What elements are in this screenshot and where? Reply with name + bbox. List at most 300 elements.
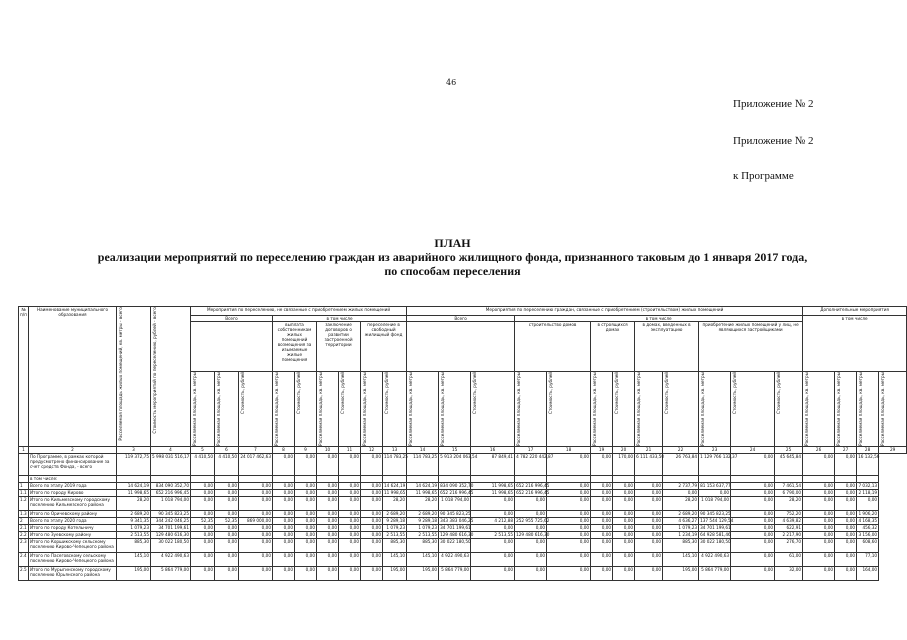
header-area-short: Расселяемая площадь, кв. метры (407, 372, 439, 447)
row-value (117, 475, 151, 482)
header-no: № п/п (19, 307, 29, 447)
row-value: 0,00 (239, 566, 273, 580)
header-empty (191, 322, 273, 372)
row-value: 0,00 (273, 453, 295, 475)
row-value: 0,00 (295, 482, 317, 489)
row-value: 343 383 046,25 (440, 517, 474, 523)
row-value: 195,00 (407, 566, 439, 580)
row-value: 0,00 (317, 524, 339, 531)
row-value (803, 475, 835, 482)
row-value: 0,00 (361, 489, 383, 496)
row-value: 0,00 (613, 510, 635, 517)
row-value: 81 153 637,77 (700, 482, 731, 488)
header-area-short: Расселяемая площадь, кв. метры (273, 372, 295, 447)
row-value: 0,00 (191, 489, 215, 496)
row-value: 652 216 996,45 (516, 482, 550, 488)
row-value: 0,00 (339, 489, 361, 496)
row-value: 5 864 779,00 (439, 566, 471, 580)
header-developer-under-construction: в строящихся домах (591, 322, 635, 372)
row-value: 4 410,50 (215, 453, 239, 475)
header-incl-1: в том числе (273, 316, 407, 322)
row-value: 0,00 (361, 453, 383, 475)
row-value: 0,00 (215, 496, 239, 510)
column-number: 26 (803, 446, 835, 453)
row-value: 4 922 490,63 (151, 552, 191, 566)
row-value: 64 928 581,46 (700, 531, 731, 537)
row-value (731, 475, 775, 482)
title-subtitle-2: по способам переселения (384, 264, 521, 278)
column-number: 22 (663, 446, 699, 453)
column-number: 15 (439, 446, 471, 453)
row-value: 0,00 (635, 510, 663, 517)
row-value: 0,00 (239, 538, 273, 552)
row-value: 0,00 (635, 489, 663, 496)
header-compensation: выплата собственникам жилых помещений возмещения за изымаемые жилые помещения (273, 322, 317, 372)
row-value: 0,00 (613, 489, 635, 496)
row-value: 114 783,25 (407, 453, 439, 475)
row-value: 0,00 (215, 566, 239, 580)
column-number: 3 (117, 446, 151, 453)
row-name: Итого по Пасеговскому сельскому поселению Кирово-Чепецкого района (29, 552, 117, 566)
row-value: 0,00 (731, 510, 775, 517)
column-number: 25 (775, 446, 803, 453)
column-number: 2 (29, 446, 117, 453)
row-value: 129 480 616,30 (151, 531, 191, 538)
row-value: 6 111 433,50 (635, 453, 663, 475)
table-row (19, 482, 907, 489)
row-value: 0,00 (295, 538, 317, 552)
row-value: 0,00 (591, 510, 613, 517)
row-value: 0,00 (273, 496, 295, 510)
row-value: 0,00 (215, 482, 239, 489)
row-value: 0,00 (339, 552, 361, 566)
row-value: 145,10 (407, 552, 439, 566)
row-value: 2 737,79 (663, 482, 699, 489)
row-value: 0,00 (731, 482, 775, 489)
row-value (407, 475, 439, 482)
row-value: 0,00 (613, 524, 635, 531)
row-value: 608,60 (857, 538, 879, 552)
row-value: 0,00 (239, 510, 273, 517)
row-value: 0,00 (591, 489, 613, 496)
row-value: 0,00 (591, 453, 613, 475)
row-value: 34 701 199,61 (700, 524, 731, 530)
row-value: 14 624,19 (117, 482, 151, 489)
row-value: 0,00 (547, 496, 591, 510)
row-value: 0,00 (635, 566, 663, 580)
row-value: 11 998,65 (407, 489, 439, 496)
header-cost-short: Стоимость, рублей (471, 372, 515, 447)
row-value: 0,00 (317, 510, 339, 517)
row-name: в том числе: (29, 475, 117, 482)
row-value: 0,00 (835, 538, 857, 552)
column-number: 10 (317, 446, 339, 453)
row-value: 129 480 616,30 (440, 531, 474, 537)
header-area-short: Расселяемая площадь, кв. метры (835, 372, 857, 447)
row-value: 0,00 (215, 489, 239, 496)
row-value: 1 018 794,00 (439, 496, 471, 510)
row-value (515, 475, 547, 482)
row-value: 0,00 (613, 552, 635, 566)
row-value: 1 234,19 (663, 531, 699, 538)
table-row (19, 496, 907, 510)
row-value: 0,00 (515, 496, 547, 510)
row-value: 0,00 (699, 489, 731, 496)
header-area-short: Расселяемая площадь, кв. метры (635, 372, 663, 447)
row-number: 2.3 (19, 538, 29, 552)
row-value: 0,00 (339, 538, 361, 552)
row-value: 0,00 (835, 517, 857, 524)
row-value (215, 475, 239, 482)
row-value: 0,00 (515, 510, 547, 517)
row-value: 622,91 (775, 524, 803, 531)
row-value: 114 783,25 (383, 453, 407, 475)
row-value: 0,00 (471, 538, 515, 552)
row-value: 0,00 (273, 531, 295, 538)
header-area-short: Расселяемая площадь, кв. метры (361, 372, 383, 447)
row-value: 0,00 (317, 453, 339, 475)
row-value: 30 022 180,50 (699, 538, 731, 552)
row-value: 0,00 (361, 552, 383, 566)
row-value: 0,00 (471, 552, 515, 566)
row-value: 0,00 (471, 510, 515, 517)
row-value: 0,00 (635, 482, 663, 489)
header-area-short: Расселяемая площадь, кв. метры (439, 372, 471, 447)
row-value: 0,00 (273, 524, 295, 531)
row-value: 0,00 (613, 482, 635, 489)
row-value: 28,20 (775, 496, 803, 510)
row-value: 90 345 823,25 (151, 510, 191, 517)
table-row (19, 538, 907, 552)
row-value: 2 118,19 (858, 489, 878, 495)
row-value: 11 998,65 (384, 489, 406, 495)
row-value: 0,00 (295, 552, 317, 566)
row-value: 4 639,82 (775, 517, 803, 524)
row-value: 0,00 (731, 489, 775, 496)
row-value: 0,00 (239, 552, 273, 566)
table-row (19, 510, 907, 517)
row-value: 5 913 204 063,54 (439, 453, 471, 475)
row-value: 28,20 (407, 496, 439, 510)
header-additional-detail: в том числе (803, 316, 907, 372)
row-value: 0,00 (317, 517, 339, 524)
table-body (19, 453, 907, 580)
row-value: 0,00 (663, 489, 699, 496)
row-value: 0,00 (803, 489, 835, 496)
row-value: 164,00 (857, 566, 879, 580)
row-value: 0,00 (191, 552, 215, 566)
row-value: 0,00 (361, 482, 383, 489)
row-name: Итого по городу Котельничу (29, 524, 117, 531)
row-value: 0,00 (835, 566, 857, 580)
row-value: 2 689,20 (117, 510, 151, 517)
row-value: 14 624,19 (407, 482, 439, 489)
row-number: 2.4 (19, 552, 29, 566)
row-value: 0,00 (191, 566, 215, 580)
row-value: 0,00 (835, 552, 857, 566)
row-value: 14 624,19 (384, 482, 406, 488)
row-value: 0,00 (731, 524, 775, 531)
row-value: 885,30 (117, 538, 151, 552)
row-value: 0,00 (635, 538, 663, 552)
row-value: 0,00 (295, 566, 317, 580)
row-number (19, 475, 29, 482)
row-value: 0,00 (191, 496, 215, 510)
table-row (19, 453, 907, 475)
row-value: 0,00 (215, 510, 239, 517)
row-value: 0,00 (835, 482, 857, 489)
row-value: 52,35 (191, 517, 215, 524)
row-value: 0,00 (239, 531, 273, 538)
row-value (439, 475, 471, 482)
row-value: 9 289,18 (407, 517, 439, 524)
row-value: 4 636,27 (663, 517, 699, 524)
page-number: 46 (446, 78, 457, 87)
row-value: 0,00 (295, 531, 317, 538)
row-value: 0,00 (361, 531, 383, 538)
row-number: 2.1 (20, 524, 27, 530)
row-value (383, 475, 407, 482)
row-value: 652 216 996,45 (440, 489, 474, 495)
row-value: 0,00 (361, 517, 383, 524)
row-number: 1.2 (19, 496, 29, 510)
header-group-no-purchase: Мероприятия по переселению, не связанные с приобретением жилых помещений (191, 307, 407, 316)
row-value: 2 513,55 (471, 531, 515, 538)
header-name: Наименование муниципального образования (29, 307, 117, 447)
row-value: 1 129 766 132,37 (699, 453, 731, 475)
row-value: 0,00 (803, 496, 835, 510)
row-value: 9 341,35 (117, 517, 151, 524)
row-value: 0,00 (273, 552, 295, 566)
row-value (591, 475, 613, 482)
header-area-short: Расселяемая площадь, кв. метры (803, 372, 835, 447)
row-value: 5 864 779,00 (699, 566, 731, 580)
header-area-short: Расселяемая площадь, кв. метры (191, 372, 215, 447)
row-value: 0,00 (547, 566, 591, 580)
row-value: 119 372,75 (117, 453, 151, 475)
document-title (0, 236, 905, 278)
row-value: 0,00 (215, 531, 239, 538)
row-value: 0,00 (515, 538, 547, 552)
column-number: 28 (857, 446, 879, 453)
row-value: 0,00 (317, 566, 339, 580)
row-value: 0,00 (731, 566, 775, 580)
row-value: 652 216 996,45 (151, 489, 191, 496)
row-value: 24 017 462,63 (239, 453, 273, 475)
row-value: 0,00 (295, 496, 317, 510)
header-non-developer: приобретение жилых помещений у лиц, не являющихся застройщиками (699, 322, 803, 372)
row-value: 0,00 (803, 517, 835, 524)
row-value (471, 475, 515, 482)
row-value: 2 689,20 (383, 510, 407, 517)
header-area-short: Расселяемая площадь, кв. метры (857, 372, 879, 447)
row-value: 0,00 (295, 524, 317, 531)
row-value: 52,35 (215, 517, 239, 524)
row-value: 0,00 (317, 531, 339, 538)
title-subtitle: реализации мероприятий по переселению граждан из аварийного жилищного фонда, признанного таковым до 1 января 2017 года, (97, 250, 808, 264)
row-value: 0,00 (515, 552, 547, 566)
row-value: 0,00 (835, 531, 857, 538)
row-value: 869 000,00 (239, 517, 273, 524)
column-number: 7 (239, 446, 273, 453)
row-value (273, 475, 295, 482)
row-value: 90 345 823,25 (700, 510, 731, 516)
row-value: 0,00 (547, 552, 591, 566)
header-area-short: Расселяемая площадь, кв. метры (215, 372, 239, 447)
row-value: 11 998,65 (471, 489, 515, 496)
column-number: 23 (699, 446, 731, 453)
row-value: 0,00 (591, 524, 613, 531)
row-value: 0,00 (215, 524, 239, 531)
row-value (191, 475, 215, 482)
header-cost-short: Стоимость, рублей (775, 372, 803, 447)
appendix-label: Приложение № 2 (733, 98, 814, 110)
row-value: 0,00 (613, 496, 635, 510)
row-value: 0,00 (191, 538, 215, 552)
column-number: 1 (19, 446, 29, 453)
row-value (339, 475, 361, 482)
row-value: 0,00 (547, 482, 591, 489)
row-value: 0,00 (547, 453, 591, 475)
row-value: 885,30 (407, 538, 439, 552)
row-value: 0,00 (591, 496, 613, 510)
row-value: 1 079,23 (383, 524, 407, 531)
row-value: 5 864 779,00 (151, 566, 191, 580)
row-value: 0,00 (215, 552, 239, 566)
row-value: 6 790,00 (775, 489, 803, 496)
header-cost: Стоимость мероприятий по переселению, рублей - всего (151, 307, 191, 447)
row-value: 0,00 (273, 489, 295, 496)
row-value (775, 475, 803, 482)
row-value: 0,00 (835, 453, 857, 475)
row-value: 0,00 (635, 496, 663, 510)
row-value: 0,00 (835, 496, 857, 510)
row-value: 0,00 (803, 566, 835, 580)
row-value (361, 475, 383, 482)
row-value: 4 168,35 (858, 517, 878, 523)
row-value: 0,00 (339, 517, 361, 524)
row-value: 4 922 490,63 (699, 552, 731, 566)
row-value: 195,00 (383, 566, 407, 580)
row-value (857, 475, 879, 482)
header-cost-short: Стоимость, рублей (383, 372, 407, 447)
appendix-label-repeat: Приложение № 2 (733, 135, 814, 147)
row-value: 7 461,54 (775, 482, 803, 489)
column-number: 11 (339, 446, 361, 453)
row-name: Всего по этапу 2020 года (29, 517, 117, 524)
header-group-purchase: Мероприятия по переселению граждан, связанные с приобретением (строительством) жилых помещений (407, 307, 803, 316)
row-value: 752,20 (775, 510, 803, 517)
row-value: 0,00 (803, 453, 835, 475)
column-number: 17 (515, 446, 547, 453)
row-value (151, 475, 191, 482)
column-number: 19 (591, 446, 613, 453)
row-value: 2 513,55 (117, 531, 151, 538)
header-total-2: Всего (407, 316, 515, 322)
header-area-short: Расселяемая площадь, кв. метры (699, 372, 731, 447)
row-value: 16 132,56 (857, 453, 879, 475)
column-number: 18 (547, 446, 591, 453)
row-value: 0,00 (803, 524, 835, 531)
row-value: 0,00 (547, 531, 591, 538)
header-total-1: Всего (191, 316, 273, 322)
row-value: 0,00 (317, 538, 339, 552)
title-plan: ПЛАН (434, 236, 471, 250)
row-value (613, 475, 635, 482)
row-value: 0,00 (635, 552, 663, 566)
column-number: 8 (273, 446, 295, 453)
header-empty-2 (407, 322, 515, 372)
header-cost-short: Стоимость, рублей (613, 372, 635, 447)
row-value: 0,00 (273, 517, 295, 524)
appendix-program: к Программе (733, 170, 794, 182)
row-value: 32,00 (775, 566, 803, 580)
table-row (19, 531, 907, 538)
row-value: 129 480 616,30 (516, 531, 550, 537)
row-value: 0,00 (339, 531, 361, 538)
row-value: 28,20 (383, 496, 407, 510)
row-value: 0,00 (317, 482, 339, 489)
row-value (547, 475, 591, 482)
row-value: 0,00 (857, 496, 879, 510)
header-cost-short: Стоимость, рублей (239, 372, 273, 447)
column-number: 14 (407, 446, 439, 453)
row-value: 145,10 (117, 552, 151, 566)
row-name: Итого по Оричевскому району (29, 510, 117, 517)
row-value (239, 475, 273, 482)
row-value: 2 217,90 (775, 531, 803, 538)
row-value: 0,00 (361, 566, 383, 580)
column-number: 16 (471, 446, 515, 453)
row-value: 0,00 (191, 510, 215, 517)
row-value: 34 701 199,61 (151, 524, 191, 531)
header-area-short: Расселяемая площадь, кв. метры (879, 372, 907, 447)
row-value: 276,70 (775, 538, 803, 552)
row-value: 0,00 (803, 531, 835, 538)
row-value: 0,00 (731, 496, 775, 510)
row-value: 5 998 031 516,17 (151, 453, 191, 475)
row-value: 1 079,23 (407, 524, 439, 531)
table-row (19, 517, 907, 524)
row-value: 456,32 (857, 524, 879, 531)
row-value: 2 513,55 (383, 531, 407, 538)
row-value (635, 475, 663, 482)
row-value: 170,00 (613, 453, 635, 475)
header-area-short: Расселяемая площадь, кв. метры (515, 372, 547, 447)
row-value: 0,00 (317, 489, 339, 496)
row-value: 0,00 (515, 524, 547, 531)
row-value: 45 645,84 (775, 453, 803, 475)
header-cost-short: Стоимость, рублей (663, 372, 699, 447)
row-value: 0,00 (361, 510, 383, 517)
row-value: 195,00 (117, 566, 151, 580)
column-number: 24 (731, 446, 775, 453)
header-developer-commissioned: в домах, введенных в эксплуатацию (635, 322, 699, 372)
column-number: 12 (361, 446, 383, 453)
row-value: 0,00 (339, 566, 361, 580)
row-value: 2 513,55 (407, 531, 439, 538)
row-value: 0,00 (731, 453, 775, 475)
row-name: По Программе, в рамках которой предусмотрено финансирование за счет средств Фонда, - всего (29, 453, 117, 475)
row-value: 30 022 180,50 (439, 538, 471, 552)
column-number: 9 (295, 446, 317, 453)
row-value: 28,20 (117, 496, 151, 510)
row-value (317, 475, 339, 482)
row-value: 26 763,84 (663, 453, 699, 475)
table-row (19, 552, 907, 566)
row-value: 0,00 (803, 482, 835, 489)
header-incl-2: в том числе (515, 316, 803, 322)
